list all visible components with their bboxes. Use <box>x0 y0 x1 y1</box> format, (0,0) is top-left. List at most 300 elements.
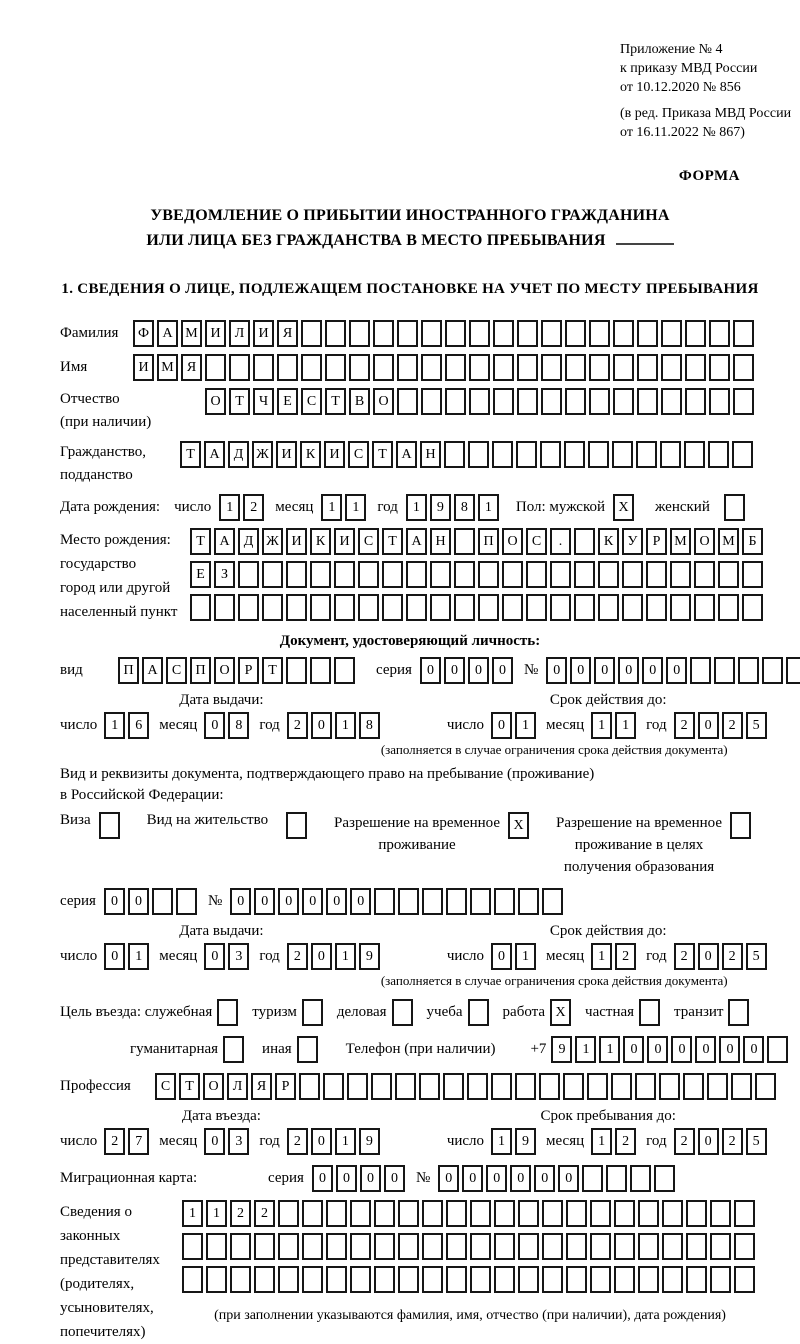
char-box[interactable]: Т <box>180 441 201 468</box>
char-box[interactable] <box>262 561 283 588</box>
char-box[interactable]: 1 <box>335 712 356 739</box>
char-box[interactable] <box>493 354 514 381</box>
char-box[interactable] <box>662 1200 683 1227</box>
char-box[interactable] <box>230 1266 251 1293</box>
char-box[interactable]: 0 <box>204 712 225 739</box>
char-box[interactable] <box>446 888 467 915</box>
char-box[interactable] <box>518 888 539 915</box>
char-box[interactable] <box>470 888 491 915</box>
char-box[interactable]: 0 <box>570 657 591 684</box>
doc-issue-year[interactable] <box>287 712 383 739</box>
char-box[interactable] <box>517 388 538 415</box>
char-box[interactable] <box>301 354 322 381</box>
char-box[interactable] <box>99 812 120 839</box>
char-box[interactable] <box>589 320 610 347</box>
char-box[interactable]: Т <box>190 528 211 555</box>
migration-number-field[interactable] <box>438 1165 678 1192</box>
char-box[interactable]: Л <box>229 320 250 347</box>
char-box[interactable]: А <box>214 528 235 555</box>
char-box[interactable]: Е <box>190 561 211 588</box>
char-box[interactable]: 2 <box>722 1128 743 1155</box>
char-box[interactable] <box>709 354 730 381</box>
char-box[interactable] <box>738 657 759 684</box>
char-box[interactable] <box>398 1266 419 1293</box>
char-box[interactable] <box>587 1073 608 1100</box>
char-box[interactable] <box>550 594 571 621</box>
char-box[interactable]: 0 <box>278 888 299 915</box>
char-box[interactable] <box>710 1200 731 1227</box>
char-box[interactable] <box>254 1266 275 1293</box>
char-box[interactable] <box>446 1200 467 1227</box>
char-box[interactable] <box>176 888 197 915</box>
char-box[interactable] <box>422 888 443 915</box>
residence-permit-checkbox[interactable] <box>286 812 310 839</box>
char-box[interactable]: 0 <box>468 657 489 684</box>
char-box[interactable]: 2 <box>243 494 264 521</box>
char-box[interactable] <box>494 1266 515 1293</box>
char-box[interactable] <box>229 354 250 381</box>
char-box[interactable] <box>622 561 643 588</box>
char-box[interactable] <box>454 594 475 621</box>
char-box[interactable] <box>755 1073 776 1100</box>
char-box[interactable] <box>542 1233 563 1260</box>
char-box[interactable] <box>517 320 538 347</box>
char-box[interactable] <box>636 441 657 468</box>
char-box[interactable]: М <box>670 528 691 555</box>
char-box[interactable] <box>646 561 667 588</box>
char-box[interactable] <box>574 594 595 621</box>
sex-male-checkbox[interactable] <box>613 494 637 521</box>
char-box[interactable]: Т <box>229 388 250 415</box>
char-box[interactable] <box>382 561 403 588</box>
char-box[interactable]: 1 <box>599 1036 620 1063</box>
char-box[interactable]: 1 <box>478 494 499 521</box>
char-box[interactable]: Р <box>646 528 667 555</box>
char-box[interactable] <box>470 1266 491 1293</box>
char-box[interactable] <box>467 1073 488 1100</box>
char-box[interactable] <box>639 999 660 1026</box>
char-box[interactable] <box>566 1266 587 1293</box>
char-box[interactable]: 1 <box>128 943 149 970</box>
char-box[interactable]: 1 <box>219 494 240 521</box>
char-box[interactable] <box>638 1266 659 1293</box>
char-box[interactable]: X <box>613 494 634 521</box>
char-box[interactable] <box>733 320 754 347</box>
representatives-field-row2[interactable] <box>182 1233 758 1260</box>
char-box[interactable] <box>566 1200 587 1227</box>
char-box[interactable]: 2 <box>674 943 695 970</box>
char-box[interactable]: Д <box>238 528 259 555</box>
stay-year[interactable] <box>674 1128 770 1155</box>
char-box[interactable] <box>206 1233 227 1260</box>
char-box[interactable] <box>742 594 763 621</box>
char-box[interactable] <box>614 1266 635 1293</box>
char-box[interactable]: 2 <box>230 1200 251 1227</box>
char-box[interactable]: Т <box>382 528 403 555</box>
char-box[interactable] <box>685 388 706 415</box>
char-box[interactable] <box>302 1200 323 1227</box>
char-box[interactable]: Т <box>325 388 346 415</box>
char-box[interactable] <box>670 561 691 588</box>
char-box[interactable] <box>614 1233 635 1260</box>
char-box[interactable] <box>515 1073 536 1100</box>
char-box[interactable]: И <box>334 528 355 555</box>
char-box[interactable] <box>297 1036 318 1063</box>
char-box[interactable]: 1 <box>515 943 536 970</box>
char-box[interactable] <box>382 594 403 621</box>
doc-valid-year[interactable] <box>674 712 770 739</box>
char-box[interactable] <box>598 594 619 621</box>
char-box[interactable]: 0 <box>698 712 719 739</box>
char-box[interactable] <box>373 320 394 347</box>
char-box[interactable] <box>445 388 466 415</box>
representatives-field-row1[interactable] <box>182 1200 758 1227</box>
char-box[interactable]: Б <box>742 528 763 555</box>
char-box[interactable]: 0 <box>491 712 512 739</box>
char-box[interactable] <box>398 1200 419 1227</box>
char-box[interactable]: 1 <box>321 494 342 521</box>
char-box[interactable] <box>494 1233 515 1260</box>
char-box[interactable]: 2 <box>254 1200 275 1227</box>
char-box[interactable]: 1 <box>345 494 366 521</box>
char-box[interactable]: 0 <box>128 888 149 915</box>
char-box[interactable] <box>707 1073 728 1100</box>
sex-female-checkbox[interactable] <box>724 494 748 521</box>
char-box[interactable] <box>422 1266 443 1293</box>
char-box[interactable]: 0 <box>350 888 371 915</box>
birth-year-field[interactable] <box>406 494 502 521</box>
char-box[interactable]: 8 <box>359 712 380 739</box>
char-box[interactable]: 1 <box>591 1128 612 1155</box>
char-box[interactable]: 0 <box>462 1165 483 1192</box>
char-box[interactable] <box>397 320 418 347</box>
char-box[interactable]: X <box>508 812 529 839</box>
char-box[interactable]: 0 <box>384 1165 405 1192</box>
char-box[interactable]: 0 <box>671 1036 692 1063</box>
doc-valid-month[interactable] <box>591 712 639 739</box>
char-box[interactable] <box>541 388 562 415</box>
char-box[interactable]: И <box>133 354 154 381</box>
char-box[interactable] <box>190 594 211 621</box>
doc-number-field[interactable] <box>546 657 800 684</box>
char-box[interactable]: 1 <box>591 943 612 970</box>
char-box[interactable] <box>397 354 418 381</box>
char-box[interactable] <box>349 320 370 347</box>
char-box[interactable]: Ф <box>133 320 154 347</box>
char-box[interactable] <box>325 354 346 381</box>
char-box[interactable]: 1 <box>335 1128 356 1155</box>
char-box[interactable] <box>690 657 711 684</box>
char-box[interactable] <box>731 1073 752 1100</box>
char-box[interactable] <box>502 594 523 621</box>
char-box[interactable] <box>590 1233 611 1260</box>
permit-valid-month[interactable] <box>591 943 639 970</box>
char-box[interactable] <box>302 1266 323 1293</box>
char-box[interactable]: А <box>396 441 417 468</box>
char-box[interactable]: Д <box>228 441 249 468</box>
char-box[interactable]: И <box>253 320 274 347</box>
char-box[interactable]: О <box>502 528 523 555</box>
char-box[interactable] <box>358 594 379 621</box>
char-box[interactable] <box>349 354 370 381</box>
purpose-other-checkbox[interactable] <box>297 1036 321 1063</box>
char-box[interactable] <box>733 354 754 381</box>
char-box[interactable] <box>660 441 681 468</box>
char-box[interactable] <box>421 320 442 347</box>
char-box[interactable] <box>358 561 379 588</box>
char-box[interactable]: З <box>214 561 235 588</box>
char-box[interactable] <box>262 594 283 621</box>
char-box[interactable]: Т <box>262 657 283 684</box>
char-box[interactable]: 0 <box>492 657 513 684</box>
char-box[interactable] <box>590 1200 611 1227</box>
purpose-private-checkbox[interactable] <box>639 999 663 1026</box>
char-box[interactable] <box>444 441 465 468</box>
char-box[interactable] <box>395 1073 416 1100</box>
char-box[interactable]: 2 <box>104 1128 125 1155</box>
char-box[interactable]: 0 <box>743 1036 764 1063</box>
char-box[interactable] <box>152 888 173 915</box>
char-box[interactable] <box>517 354 538 381</box>
char-box[interactable] <box>446 1233 467 1260</box>
doc-kind-field[interactable] <box>118 657 358 684</box>
char-box[interactable]: 0 <box>104 888 125 915</box>
char-box[interactable]: 3 <box>228 1128 249 1155</box>
char-box[interactable]: 1 <box>591 712 612 739</box>
char-box[interactable] <box>334 561 355 588</box>
char-box[interactable]: 0 <box>312 1165 333 1192</box>
char-box[interactable] <box>589 388 610 415</box>
purpose-transit-checkbox[interactable] <box>728 999 752 1026</box>
char-box[interactable] <box>590 1266 611 1293</box>
visa-checkbox[interactable] <box>99 812 123 839</box>
char-box[interactable] <box>374 888 395 915</box>
char-box[interactable] <box>326 1200 347 1227</box>
char-box[interactable]: О <box>205 388 226 415</box>
char-box[interactable]: X <box>550 999 571 1026</box>
stay-month[interactable] <box>591 1128 639 1155</box>
char-box[interactable] <box>541 354 562 381</box>
char-box[interactable] <box>492 441 513 468</box>
char-box[interactable] <box>566 1233 587 1260</box>
char-box[interactable] <box>638 1200 659 1227</box>
char-box[interactable] <box>635 1073 656 1100</box>
char-box[interactable]: 5 <box>746 943 767 970</box>
char-box[interactable] <box>709 388 730 415</box>
char-box[interactable] <box>710 1266 731 1293</box>
purpose-tourism-checkbox[interactable] <box>302 999 326 1026</box>
char-box[interactable]: К <box>300 441 321 468</box>
char-box[interactable]: 0 <box>546 657 567 684</box>
char-box[interactable] <box>709 320 730 347</box>
char-box[interactable]: 9 <box>359 1128 380 1155</box>
entry-day[interactable] <box>104 1128 152 1155</box>
char-box[interactable]: 0 <box>104 943 125 970</box>
char-box[interactable] <box>565 320 586 347</box>
char-box[interactable] <box>310 561 331 588</box>
char-box[interactable]: В <box>349 388 370 415</box>
char-box[interactable] <box>659 1073 680 1100</box>
char-box[interactable]: 1 <box>335 943 356 970</box>
char-box[interactable]: С <box>166 657 187 684</box>
char-box[interactable] <box>397 388 418 415</box>
char-box[interactable] <box>541 320 562 347</box>
char-box[interactable]: П <box>478 528 499 555</box>
permit-series-field[interactable] <box>104 888 200 915</box>
char-box[interactable] <box>406 561 427 588</box>
char-box[interactable] <box>299 1073 320 1100</box>
char-box[interactable] <box>661 320 682 347</box>
char-box[interactable]: Я <box>277 320 298 347</box>
char-box[interactable] <box>728 999 749 1026</box>
char-box[interactable] <box>662 1233 683 1260</box>
char-box[interactable] <box>518 1266 539 1293</box>
char-box[interactable]: К <box>598 528 619 555</box>
char-box[interactable]: 2 <box>674 712 695 739</box>
char-box[interactable] <box>694 594 715 621</box>
char-box[interactable]: 0 <box>254 888 275 915</box>
char-box[interactable] <box>350 1200 371 1227</box>
char-box[interactable] <box>371 1073 392 1100</box>
char-box[interactable]: 0 <box>491 943 512 970</box>
char-box[interactable]: 1 <box>182 1200 203 1227</box>
char-box[interactable] <box>493 320 514 347</box>
char-box[interactable]: Ж <box>262 528 283 555</box>
char-box[interactable] <box>637 388 658 415</box>
char-box[interactable]: 0 <box>695 1036 716 1063</box>
entry-year[interactable] <box>287 1128 383 1155</box>
char-box[interactable] <box>685 354 706 381</box>
char-box[interactable]: 0 <box>642 657 663 684</box>
char-box[interactable]: 2 <box>722 943 743 970</box>
char-box[interactable] <box>223 1036 244 1063</box>
char-box[interactable] <box>422 1200 443 1227</box>
char-box[interactable]: 2 <box>287 943 308 970</box>
char-box[interactable] <box>334 594 355 621</box>
char-box[interactable] <box>563 1073 584 1100</box>
char-box[interactable]: И <box>286 528 307 555</box>
char-box[interactable]: 0 <box>666 657 687 684</box>
char-box[interactable] <box>205 354 226 381</box>
char-box[interactable]: 0 <box>698 943 719 970</box>
char-box[interactable] <box>302 1233 323 1260</box>
char-box[interactable]: 0 <box>510 1165 531 1192</box>
char-box[interactable]: 0 <box>311 1128 332 1155</box>
char-box[interactable]: Я <box>251 1073 272 1100</box>
char-box[interactable]: Н <box>430 528 451 555</box>
char-box[interactable] <box>732 441 753 468</box>
char-box[interactable] <box>661 388 682 415</box>
char-box[interactable] <box>724 494 745 521</box>
char-box[interactable] <box>286 812 307 839</box>
char-box[interactable] <box>491 1073 512 1100</box>
char-box[interactable] <box>686 1266 707 1293</box>
char-box[interactable] <box>518 1233 539 1260</box>
char-box[interactable] <box>630 1165 651 1192</box>
char-box[interactable]: А <box>204 441 225 468</box>
char-box[interactable] <box>662 1266 683 1293</box>
char-box[interactable]: И <box>276 441 297 468</box>
char-box[interactable]: 2 <box>615 1128 636 1155</box>
char-box[interactable] <box>742 561 763 588</box>
char-box[interactable]: И <box>205 320 226 347</box>
char-box[interactable] <box>470 1233 491 1260</box>
char-box[interactable] <box>762 657 783 684</box>
char-box[interactable]: С <box>155 1073 176 1100</box>
char-box[interactable] <box>526 561 547 588</box>
char-box[interactable] <box>542 1266 563 1293</box>
char-box[interactable]: . <box>550 528 571 555</box>
char-box[interactable] <box>708 441 729 468</box>
char-box[interactable]: 0 <box>230 888 251 915</box>
char-box[interactable]: 1 <box>206 1200 227 1227</box>
char-box[interactable] <box>421 354 442 381</box>
char-box[interactable] <box>502 561 523 588</box>
char-box[interactable] <box>612 441 633 468</box>
char-box[interactable] <box>493 388 514 415</box>
char-box[interactable] <box>446 1266 467 1293</box>
char-box[interactable]: С <box>348 441 369 468</box>
char-box[interactable] <box>637 354 658 381</box>
char-box[interactable] <box>374 1266 395 1293</box>
char-box[interactable]: 0 <box>311 712 332 739</box>
char-box[interactable]: Л <box>227 1073 248 1100</box>
doc-issue-month[interactable] <box>204 712 252 739</box>
char-box[interactable] <box>564 441 585 468</box>
permit-issue-year[interactable] <box>287 943 383 970</box>
char-box[interactable] <box>310 657 331 684</box>
doc-series-field[interactable] <box>420 657 516 684</box>
char-box[interactable]: У <box>622 528 643 555</box>
char-box[interactable]: 9 <box>515 1128 536 1155</box>
permit-number-field[interactable] <box>230 888 566 915</box>
char-box[interactable] <box>710 1233 731 1260</box>
char-box[interactable] <box>374 1200 395 1227</box>
birthplace-field-row1[interactable] <box>190 528 766 555</box>
stay-day[interactable] <box>491 1128 539 1155</box>
char-box[interactable]: 9 <box>359 943 380 970</box>
char-box[interactable] <box>214 594 235 621</box>
char-box[interactable]: И <box>324 441 345 468</box>
char-box[interactable]: М <box>718 528 739 555</box>
char-box[interactable] <box>468 999 489 1026</box>
char-box[interactable] <box>733 388 754 415</box>
char-box[interactable] <box>582 1165 603 1192</box>
char-box[interactable] <box>685 320 706 347</box>
char-box[interactable]: Т <box>372 441 393 468</box>
char-box[interactable] <box>469 354 490 381</box>
purpose-official-checkbox[interactable] <box>217 999 241 1026</box>
representatives-field-row3[interactable] <box>182 1266 758 1293</box>
char-box[interactable] <box>670 594 691 621</box>
char-box[interactable]: М <box>157 354 178 381</box>
char-box[interactable] <box>398 888 419 915</box>
char-box[interactable] <box>767 1036 788 1063</box>
char-box[interactable] <box>613 354 634 381</box>
char-box[interactable] <box>469 320 490 347</box>
purpose-study-checkbox[interactable] <box>468 999 492 1026</box>
char-box[interactable] <box>238 561 259 588</box>
char-box[interactable] <box>574 561 595 588</box>
char-box[interactable]: 0 <box>698 1128 719 1155</box>
char-box[interactable] <box>686 1233 707 1260</box>
char-box[interactable]: 0 <box>647 1036 668 1063</box>
char-box[interactable] <box>253 354 274 381</box>
char-box[interactable] <box>565 388 586 415</box>
char-box[interactable]: С <box>358 528 379 555</box>
char-box[interactable]: 8 <box>228 712 249 739</box>
char-box[interactable]: 9 <box>551 1036 572 1063</box>
